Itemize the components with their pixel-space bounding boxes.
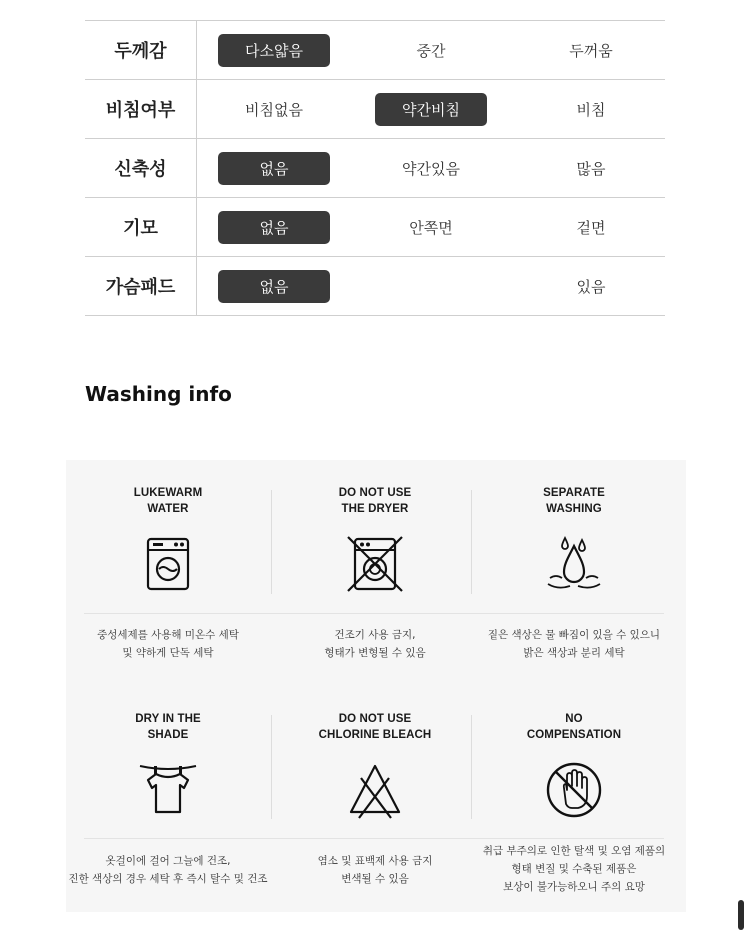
spec-option-selected: 약간비침 (375, 93, 487, 126)
care-description (62, 626, 274, 662)
spec-row-chest-pad (85, 257, 665, 316)
spec-option: 약간있음 (402, 160, 460, 178)
care-title-line: COMPENSATION (526, 729, 622, 741)
no-dryer-icon (345, 534, 405, 594)
care-title-line: WATER (147, 503, 189, 515)
spec-option: 비침없음 (245, 101, 303, 119)
care-item-no-dryer (273, 460, 477, 685)
care-title-line: LUKEWARM (133, 487, 203, 499)
care-description (269, 852, 481, 888)
care-desc-line: 변색될 수 있음 (341, 873, 409, 885)
care-title-line: NO (565, 713, 583, 725)
care-desc-line: 형태가 변형될 수 있음 (324, 647, 426, 659)
water-drop-icon (544, 534, 604, 594)
spec-row-thickness (85, 20, 665, 80)
spec-option: 두꺼움 (569, 42, 613, 60)
spec-row-transparency (85, 80, 665, 139)
spec-option-selected: 다소얇음 (218, 34, 330, 67)
care-desc-line: 진한 색상의 경우 세탁 후 즉시 탈수 및 건조 (68, 873, 268, 885)
care-title-line: DRY IN THE (135, 713, 201, 725)
care-desc-line: 건조기 사용 금지, (334, 629, 416, 641)
no-bleach-icon (345, 760, 405, 820)
spec-option: 겉면 (576, 219, 606, 237)
care-title (472, 485, 676, 517)
care-desc-line: 취급 부주의로 인한 탈색 및 오염 제품의 (482, 845, 666, 857)
care-description (468, 626, 680, 662)
care-desc-line: 밝은 색상과 분리 세탁 (523, 647, 625, 659)
spec-option (375, 270, 487, 303)
care-title-line: SHADE (147, 729, 189, 741)
spec-option-selected: 없음 (218, 152, 330, 185)
spec-label: 비침여부 (85, 80, 197, 138)
care-title (66, 711, 270, 743)
column-divider (271, 715, 272, 819)
spec-option: 비침 (576, 101, 606, 119)
care-title-line: DO NOT USE (338, 713, 412, 725)
spec-row-stretch (85, 139, 665, 198)
washing-info-title: Washing info (85, 382, 232, 406)
fabric-spec-table (85, 20, 665, 316)
spec-option: 안쪽면 (409, 219, 453, 237)
spec-option: 있음 (576, 278, 606, 296)
spec-label: 가슴패드 (85, 257, 197, 315)
care-title-line: SEPARATE (543, 487, 605, 499)
scrollbar-thumb[interactable] (738, 900, 744, 930)
care-item-no-compensation (472, 686, 676, 911)
care-item-separate (472, 460, 676, 685)
column-divider (271, 490, 272, 594)
care-desc-line: 짙은 색상은 물 빠짐이 있을 수 있으니 (487, 629, 661, 641)
spec-label: 신축성 (85, 139, 197, 197)
spec-label: 기모 (85, 198, 197, 256)
spec-row-brushed (85, 198, 665, 257)
care-item-dry-shade (66, 686, 270, 911)
spec-option: 중간 (416, 42, 446, 60)
care-instructions-panel (66, 460, 686, 912)
care-title-line: WASHING (546, 503, 602, 515)
care-item-no-bleach (273, 686, 477, 911)
washing-machine-icon (138, 534, 198, 594)
care-desc-line: 옷걸이에 걸어 그늘에 건조, (105, 855, 231, 867)
care-desc-line: 염소 및 표백제 사용 금지 (317, 855, 433, 867)
care-title (273, 485, 477, 517)
spec-option-selected: 없음 (218, 211, 330, 244)
care-description (269, 626, 481, 662)
spec-option: 많음 (576, 160, 606, 178)
care-description (62, 852, 274, 888)
care-description (468, 842, 680, 896)
care-title-line: DO NOT USE (338, 487, 412, 499)
no-hand-icon (544, 760, 604, 820)
care-title (66, 485, 270, 517)
care-title-line: CHLORINE BLEACH (318, 729, 432, 741)
care-title (472, 711, 676, 743)
care-title-line: THE DRYER (341, 503, 409, 515)
hanging-shirt-icon (138, 760, 198, 820)
care-item-lukewarm (66, 460, 270, 685)
care-desc-line: 보상이 불가능하오니 주의 요망 (503, 881, 645, 893)
care-desc-line: 형태 변질 및 수축된 제품은 (511, 863, 637, 875)
spec-option-selected: 없음 (218, 270, 330, 303)
care-title (273, 711, 477, 743)
care-desc-line: 및 약하게 단독 세탁 (122, 647, 214, 659)
spec-label: 두께감 (85, 21, 197, 79)
care-desc-line: 중성세제를 사용해 미온수 세탁 (97, 629, 239, 641)
